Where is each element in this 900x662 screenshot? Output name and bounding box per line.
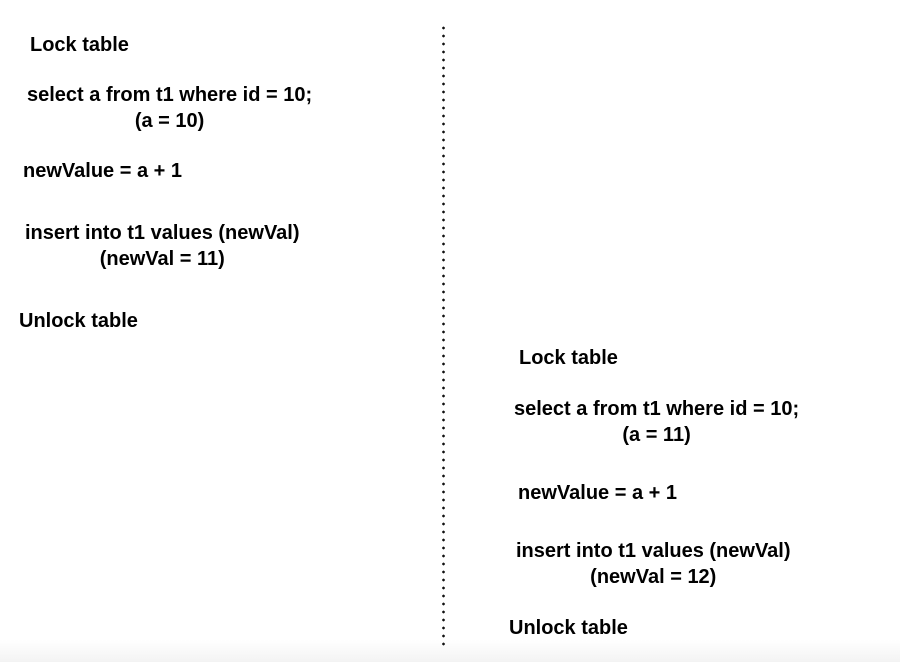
t2-select-query: select a from t1 where id = 10; bbox=[514, 398, 800, 420]
t1-unlock-table: Unlock table bbox=[19, 310, 138, 332]
bottom-fade bbox=[0, 640, 900, 662]
t1-insert-step bbox=[25, 220, 300, 272]
t2-select-step bbox=[514, 396, 799, 448]
t2-insert-step bbox=[516, 538, 791, 590]
t2-lock-table: Lock table bbox=[519, 347, 618, 369]
t2-unlock-table: Unlock table bbox=[509, 617, 628, 639]
t1-select-result: (a = 10) bbox=[134, 110, 205, 132]
t2-select-result: (a = 11) bbox=[622, 424, 691, 446]
t2-insert-result: (newVal = 12) bbox=[590, 566, 717, 588]
t1-select-step bbox=[27, 82, 312, 134]
timeline-divider bbox=[442, 24, 445, 646]
t1-select-query: select a from t1 where id = 10; bbox=[27, 84, 313, 106]
t1-insert-query: insert into t1 values (newVal) bbox=[25, 222, 300, 244]
t2-compute-step: newValue = a + 1 bbox=[518, 482, 677, 504]
t1-lock-table: Lock table bbox=[30, 34, 129, 56]
t1-insert-result: (newVal = 11) bbox=[99, 248, 225, 270]
t2-insert-query: insert into t1 values (newVal) bbox=[516, 540, 791, 562]
t1-compute-step: newValue = a + 1 bbox=[23, 160, 182, 182]
